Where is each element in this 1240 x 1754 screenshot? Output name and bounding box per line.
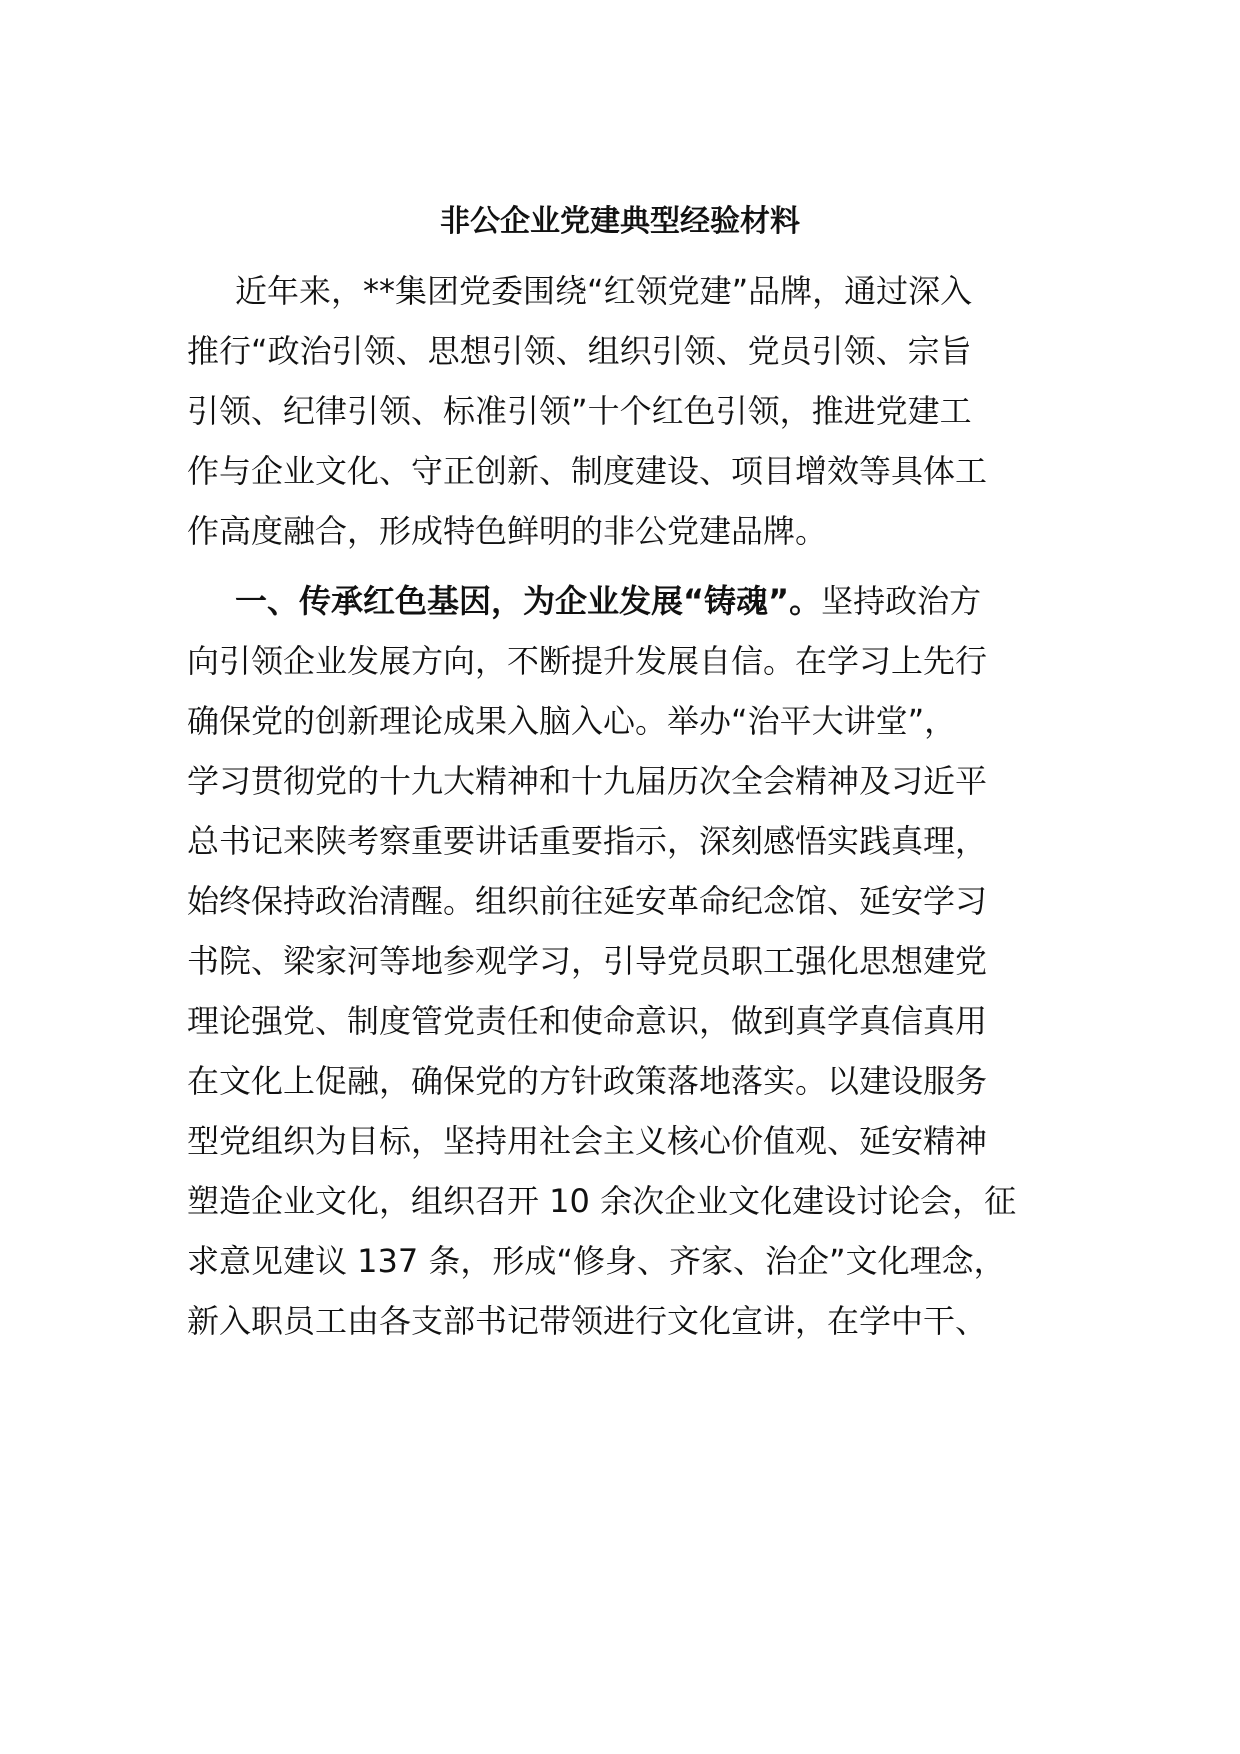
section-1-first-line-rest: 坚持政治方 — [821, 582, 982, 620]
section-1-line: 始终保持政治清醒。组织前往延安革命纪念馆、延安学习 — [187, 882, 988, 920]
section-1-first-line — [235, 568, 981, 634]
intro-line: 引领、纪律引领、标准引领”十个红色引领，推进党建工 — [187, 392, 972, 430]
intro-line: 作高度融合，形成特色鲜明的非公党建品牌。 — [187, 512, 828, 550]
section-1-line: 理论强党、制度管党责任和使命意识，做到真学真信真用 — [187, 1002, 988, 1040]
section-1-line: 确保党的创新理论成果入脑入心。举办“治平大讲堂”， — [187, 702, 957, 740]
intro-line: 推行“政治引领、思想引领、组织引领、党员引领、宗旨 — [187, 332, 972, 370]
section-1-line: 总书记来陕考察重要讲话重要指示，深刻感悟实践真理， — [187, 822, 988, 860]
section-1-line: 塑造企业文化，组织召开 10 余次企业文化建设讨论会，征 — [187, 1182, 1017, 1220]
intro-line: 近年来，**集团党委围绕“红领党建”品牌，通过深入 — [235, 272, 973, 310]
section-1-line: 书院、梁家河等地参观学习，引导党员职工强化思想建党 — [187, 942, 988, 980]
section-1-heading: 一、传承红色基因，为企业发展“铸魂”。 — [235, 582, 822, 620]
intro-line: 作与企业文化、守正创新、制度建设、项目增效等具体工 — [187, 452, 988, 490]
section-1-line: 新入职员工由各支部书记带领进行文化宣讲，在学中干、 — [187, 1302, 988, 1340]
section-1-line: 学习贯彻党的十九大精神和十九届历次全会精神及习近平 — [187, 762, 988, 800]
section-1-line: 在文化上促融，确保党的方针政策落地落实。以建设服务 — [187, 1062, 988, 1100]
section-1-line: 求意见建议 137 条，形成“修身、齐家、治企”文化理念， — [187, 1242, 1006, 1280]
section-1-line: 向引领企业发展方向，不断提升发展自信。在学习上先行 — [187, 642, 988, 680]
document-title: 非公企业党建典型经验材料 — [440, 204, 800, 239]
section-1-line: 型党组织为目标，坚持用社会主义核心价值观、延安精神 — [187, 1122, 988, 1160]
